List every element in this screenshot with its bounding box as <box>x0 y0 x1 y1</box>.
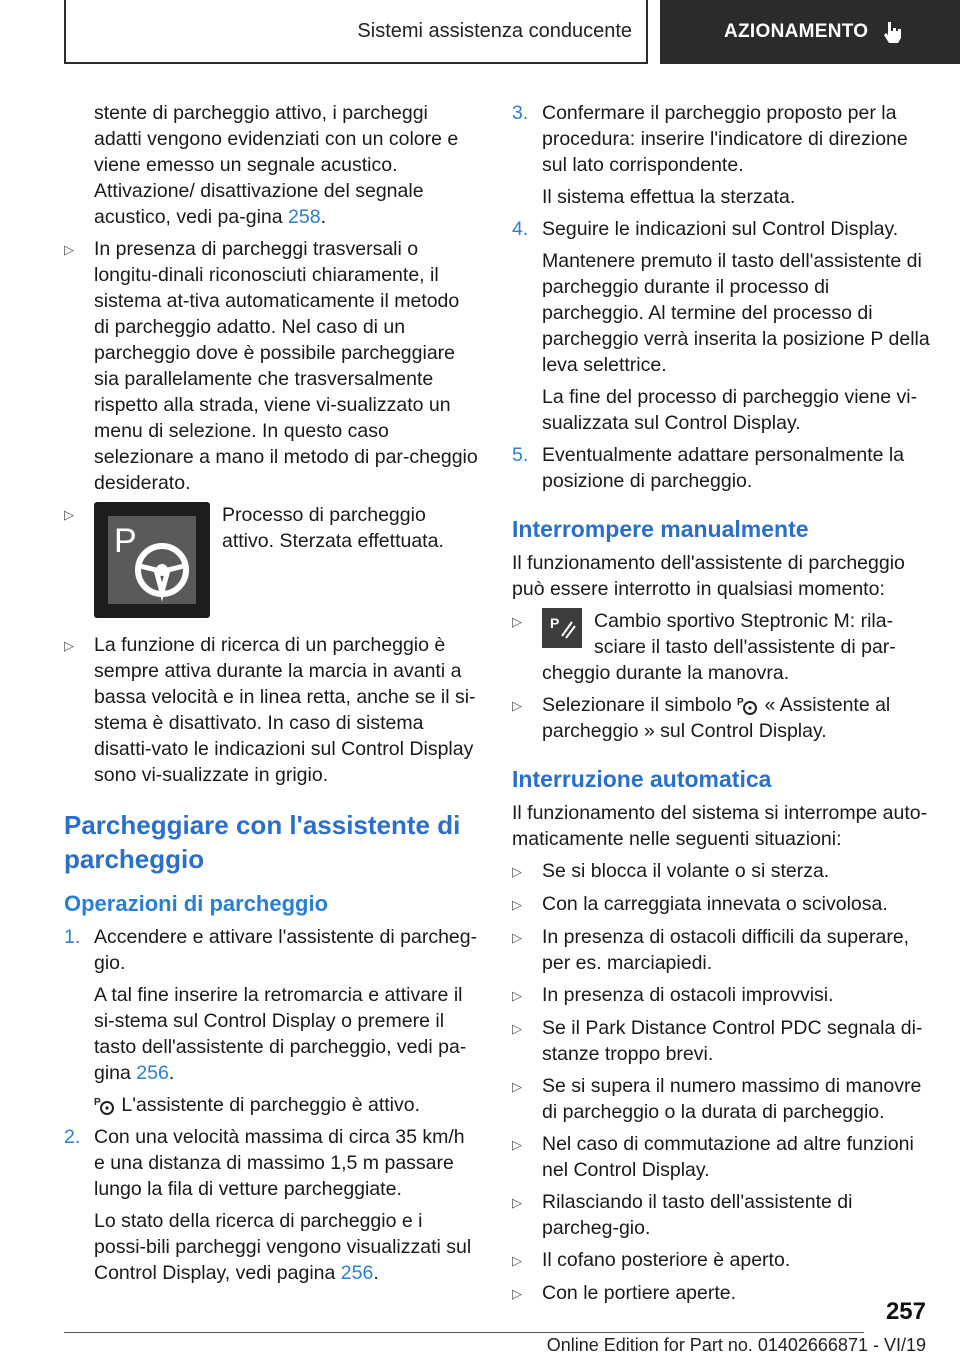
list-item: ▷ Il cofano posteriore è aperto. <box>512 1247 930 1274</box>
list-item: ▷ Rilasciando il tasto dell'assistente di parcheg-gio. <box>512 1191 853 1239</box>
bullet-triangle-icon: ▷ <box>512 1195 522 1210</box>
page-header <box>0 0 960 66</box>
hand-pointer-icon <box>882 20 904 44</box>
section-heading: Parcheggiare con l'assistente di parcheggio <box>64 810 461 874</box>
bullet-triangle-icon: ▷ <box>512 614 522 629</box>
bullet-triangle-icon: ▷ <box>512 930 522 945</box>
svg-text:P: P <box>114 522 137 560</box>
bullet-triangle-icon: ▷ <box>512 1137 522 1152</box>
bullet-triangle-icon: ▷ <box>64 638 74 653</box>
list-item: ▷ Se si supera il numero massimo di manovre di parcheggio o la durata di parcheggio. <box>512 1075 922 1123</box>
list-item: ▷ Nel caso di commutazione ad altre funzioni nel Control Display. <box>512 1133 914 1181</box>
edition-note: Online Edition for Part no. 01402666871 - VI/19 <box>546 1335 926 1355</box>
step-item: 3. Confermare il parcheggio proposto per la procedura: inserire l'indicatore di direzione sul lato corrispondente. <box>512 102 908 176</box>
bullet-triangle-icon: ▷ <box>512 1286 522 1301</box>
list-item: ▷ In presenza di parcheggi trasversali o longitu-dinali riconosciuti chiaramente, il sistema at-tiva automaticamente il metodo di parcheggio adatto. Nel caso di un parcheggio dove è possibile parcheggiare sia parallelamente che trasversalmente rispetto alla strada, viene vi-sualizzato un menu di selezione. In questo caso selezionare a mano il metodo di par-cheggio desiderato. <box>64 238 478 494</box>
steering-wheel-icon <box>94 502 210 618</box>
list-item: ▷ Se si blocca il volante o si sterza. <box>512 858 930 885</box>
park-assist-icon <box>737 695 759 717</box>
bullet-triangle-icon: ▷ <box>512 698 522 713</box>
bullet-triangle-icon: ▷ <box>512 1253 522 1268</box>
right-column <box>512 100 930 1313</box>
paragraph: Il funzionamento dell'assistente di parcheggio può essere interrotto in qualsiasi momento: <box>512 552 905 600</box>
bullet-triangle-icon: ▷ <box>64 507 74 522</box>
step-detail: P L'assistente di parcheggio è attivo. <box>94 1094 420 1116</box>
bullet-triangle-icon: ▷ <box>512 988 522 1003</box>
step-item: 4. Seguire le indicazioni sul Control Display. <box>512 218 899 240</box>
list-item: ▷ P Processo di parcheggio attivo. Sterzata effettuata. <box>64 502 478 618</box>
bullet-triangle-icon: ▷ <box>64 242 74 257</box>
auto-interrupt-list <box>512 858 930 1307</box>
list-item: ▷ P Cambio sportivo Steptronic M: rila-sciare il tasto dell'assistente di par-cheggio durante la manovra. <box>512 610 896 684</box>
section-title: Sistemi assistenza conducente <box>64 0 648 64</box>
bullet-triangle-icon: ▷ <box>512 1021 522 1036</box>
step-item: 5. Eventualmente adattare personalmente la posizione di parcheggio. <box>512 444 905 492</box>
list-item: ▷ Se il Park Distance Control PDC segnala di-stanze troppo brevi. <box>512 1017 923 1065</box>
bullet-triangle-icon: ▷ <box>512 1079 522 1094</box>
svg-text:P: P <box>737 696 744 708</box>
subsection-heading: Operazioni di parcheggio <box>64 891 329 916</box>
paragraph: Il funzionamento del sistema si interrompe auto-maticamente nelle seguenti situazioni: <box>512 802 928 850</box>
section-heading: Interruzione automatica <box>512 766 772 792</box>
list-item: ▷ In presenza di ostacoli improvvisi. <box>512 982 930 1009</box>
page-link[interactable]: 258 <box>288 206 321 228</box>
step-detail: Mantenere premuto il tasto dell'assistente di parcheggio durante il processo di parcheggio. Al termine del processo di parcheggio verrà inserita la posizione P della leva selettrice. <box>542 250 930 376</box>
chapter-tab <box>660 0 960 64</box>
step-item: 2. Con una velocità massima di circa 35 km/h e una distanza di massimo 1,5 m passare lungo la fila di vetture parcheggiate. <box>64 1126 465 1200</box>
svg-text:P: P <box>94 1096 101 1108</box>
step-detail: Lo stato della ricerca di parcheggio e i possi-bili parcheggi vengono visualizzati sul Control Display, vedi pagina 256. <box>94 1210 472 1284</box>
bullet-triangle-icon: ▷ <box>512 897 522 912</box>
step-detail: Il sistema effettua la sterzata. <box>542 186 796 208</box>
page-link[interactable]: 256 <box>340 1262 374 1284</box>
list-item: ▷ Con la carreggiata innevata o scivolosa. <box>512 891 930 918</box>
step-item: 1. Accendere e attivare l'assistente di parcheg-gio. <box>64 926 478 974</box>
page-number: 257 <box>885 1298 926 1325</box>
footer-divider <box>64 1332 864 1333</box>
step-detail: A tal fine inserire la retromarcia e attivare il si-stema sul Control Display o premere il tasto dell'assistente di parcheggio, vedi pa-gina 256. <box>94 984 467 1084</box>
chapter-title: AZIONAMENTO <box>724 21 869 42</box>
page-link[interactable]: 256 <box>136 1062 169 1084</box>
section-heading: Interrompere manualmente <box>512 516 809 542</box>
left-column <box>64 100 478 1292</box>
intro-paragraph: stente di parcheggio attivo, i parcheggi adatti vengono evidenziati con un colore e viene emesso un segnale acustico. Attivazione/ disattivazione del segnale acustico, vedi pa-gina 258. <box>94 102 459 228</box>
step-detail: La fine del processo di parcheggio viene vi-sualizzata sul Control Display. <box>542 386 918 434</box>
list-item: ▷ La funzione di ricerca di un parcheggio è sempre attiva durante la marcia in avanti a bassa velocità e in linea retta, anche se il si-stema è disattivato. In caso di sistema disatti-vato le indicazioni sul Control Display sono vi-sualizzate in grigio. <box>64 634 476 786</box>
list-item: ▷ Con le portiere aperte. <box>512 1280 930 1307</box>
bullet-triangle-icon: ▷ <box>512 864 522 879</box>
park-assist-icon <box>94 1095 116 1117</box>
list-item: ▷ In presenza di ostacoli difficili da superare, per es. marciapiedi. <box>512 926 910 974</box>
park-assist-button-icon <box>542 608 582 648</box>
list-item: ▷ Selezionare il simbolo P « Assistente al parcheggio » sul Control Display. <box>512 694 891 742</box>
svg-text:P: P <box>550 615 560 631</box>
